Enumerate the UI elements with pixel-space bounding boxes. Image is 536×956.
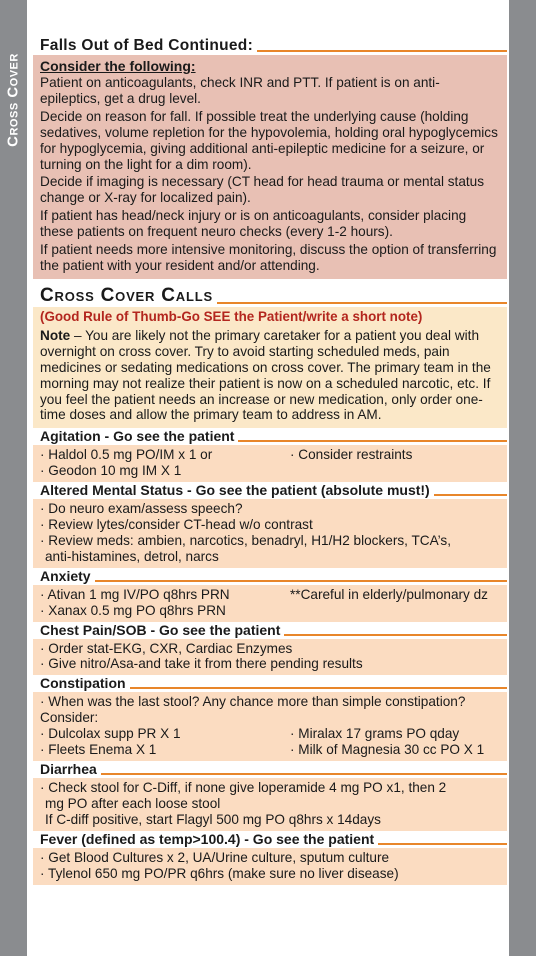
diarrhea-item: mg PO after each loose stool — [45, 795, 221, 811]
heading-rule — [257, 50, 507, 52]
heading-rule — [95, 580, 507, 582]
heading-rule — [238, 440, 507, 442]
agitation-item: · Haldol 0.5 mg PO/IM x 1 or — [40, 447, 213, 463]
anxiety-item: · Xanax 0.5 mg PO q8hrs PRN — [40, 602, 226, 618]
fever-item: · Tylenol 650 mg PO/PR q6hrs (make sure no liver disease) — [40, 865, 399, 881]
fever-heading — [33, 831, 507, 848]
fever-body — [33, 848, 507, 885]
fever-item: · Get Blood Cultures x 2, UA/Urine culture, sputum culture — [40, 849, 390, 865]
cross-cover-heading — [33, 285, 507, 307]
constipation-title: Constipation — [40, 675, 126, 692]
constipation-row — [40, 742, 500, 758]
cross-cover-box — [33, 307, 507, 428]
ams-title: Altered Mental Status - Go see the patient (absolute must!) — [40, 482, 430, 499]
constipation-item: · Dulcolax supp PR X 1 — [40, 726, 181, 742]
heading-rule — [217, 302, 507, 304]
falls-item: If patient needs more intensive monitoring, discuss the option of transferring the patient with your resident and/or attending. — [40, 242, 497, 273]
chest-title: Chest Pain/SOB - Go see the patient — [40, 621, 281, 638]
heading-rule — [130, 687, 507, 689]
ams-heading — [33, 482, 507, 499]
cross-cover-note — [40, 328, 500, 423]
heading-rule — [101, 773, 507, 775]
falls-item: Decide if imaging is necessary (CT head for head trauma or mental status change or X-ray for localized pain). — [40, 174, 485, 206]
right-side-tab — [509, 0, 536, 956]
fever-title: Fever (defined as temp>100.4) - Go see the patient — [40, 830, 375, 847]
rule-of-thumb: (Good Rule of Thumb-Go SEE the Patient/write a short note) — [40, 308, 423, 324]
note-text: – You are likely not the primary caretaker for a patient you deal with overnight on cross cover. Try to avoid starting scheduled meds, pain medicines or sedating medications on cross cover. The primary team in the morning may not realize their patient is now on a scheduled narcotic, etc. If you feel the patient needs an increase or new medication, only order one-time doses and allow the primary team to address in AM. — [40, 327, 491, 423]
constipation-consider: Consider: — [40, 710, 99, 726]
heading-rule — [284, 634, 507, 636]
falls-item: Patient on anticoagulants, check INR and PTT. If patient is on anti-epileptics, get a drug level. — [40, 75, 440, 106]
diarrhea-item: · Check stool for C-Diff, if none give loperamide 4 mg PO x1, then 2 — [40, 780, 447, 795]
chest-item: · Give nitro/Asa-and take it from there pending results — [40, 656, 363, 672]
anxiety-title: Anxiety — [40, 567, 91, 584]
chest-body — [33, 639, 507, 676]
constipation-heading — [33, 675, 507, 692]
falls-heading — [33, 36, 507, 55]
anxiety-heading — [33, 568, 507, 585]
diarrhea-title: Diarrhea — [40, 761, 97, 777]
falls-item: If patient has head/neck injury or is on anticoagulants, consider placing these patients on frequent neuro checks (every 1-2 hours). — [40, 208, 467, 240]
ams-item: · Review meds: ambien, narcotics, benadryl, H1/H2 blockers, TCA’s, — [40, 532, 451, 548]
constipation-item: · Fleets Enema X 1 — [40, 742, 157, 758]
page-content — [33, 36, 507, 885]
consider-heading: Consider the following: — [40, 58, 196, 74]
chest-item: · Order stat-EKG, CXR, Cardiac Enzymes — [40, 640, 293, 656]
heading-rule — [434, 494, 507, 496]
anxiety-caution: **Careful in elderly/pulmonary dz — [290, 586, 488, 602]
diarrhea-heading — [33, 761, 507, 778]
diarrhea-item: If C-diff positive, start Flagyl 500 mg PO q8hrs x 14days — [45, 811, 381, 827]
agitation-title: Agitation - Go see the patient — [40, 428, 235, 445]
agitation-item: · Geodon 10 mg IM X 1 — [40, 463, 182, 479]
falls-item: Decide on reason for fall. If possible treat the underlying cause (holding sedatives, volume repletion for the hypovolemia, holding oral hypoglycemics for hypoglycemia, giving additional anti-epileptic medicine for a seizure, or turning on the light for a dim room). — [40, 108, 498, 172]
constipation-body — [33, 692, 507, 761]
anxiety-body — [33, 585, 507, 622]
anxiety-item: · Ativan 1 mg IV/PO q8hrs PRN — [40, 586, 230, 602]
ams-body — [33, 499, 507, 568]
agitation-item: · Consider restraints — [290, 447, 413, 463]
constipation-item: · Miralax 17 grams PO qday — [290, 726, 460, 742]
agitation-body — [33, 445, 507, 482]
falls-box — [33, 55, 507, 279]
cross-cover-title: Cross Cover Calls — [40, 284, 213, 306]
cross-cover-tab-label — [0, 0, 27, 170]
constipation-item: · When was the last stool? Any chance more than simple constipation? — [40, 694, 466, 710]
heading-rule — [378, 843, 507, 845]
note-label: Note — [40, 327, 71, 343]
ams-item: · Do neuro exam/assess speech? — [40, 501, 243, 517]
ams-item: · Review lytes/consider CT-head w/o contrast — [40, 517, 313, 533]
ams-item: anti-histamines, detrol, narcs — [45, 548, 219, 564]
left-side-tab — [0, 0, 27, 956]
agitation-row — [40, 447, 500, 463]
constipation-item: · Milk of Magnesia 30 cc PO X 1 — [290, 742, 485, 758]
anxiety-row — [40, 587, 500, 603]
constipation-row — [40, 726, 500, 742]
diarrhea-body — [33, 778, 507, 831]
side-tab-text: Cross Cover — [4, 53, 22, 147]
agitation-heading — [33, 428, 507, 445]
chest-heading — [33, 622, 507, 639]
falls-title: Falls Out of Bed Continued: — [40, 37, 254, 54]
